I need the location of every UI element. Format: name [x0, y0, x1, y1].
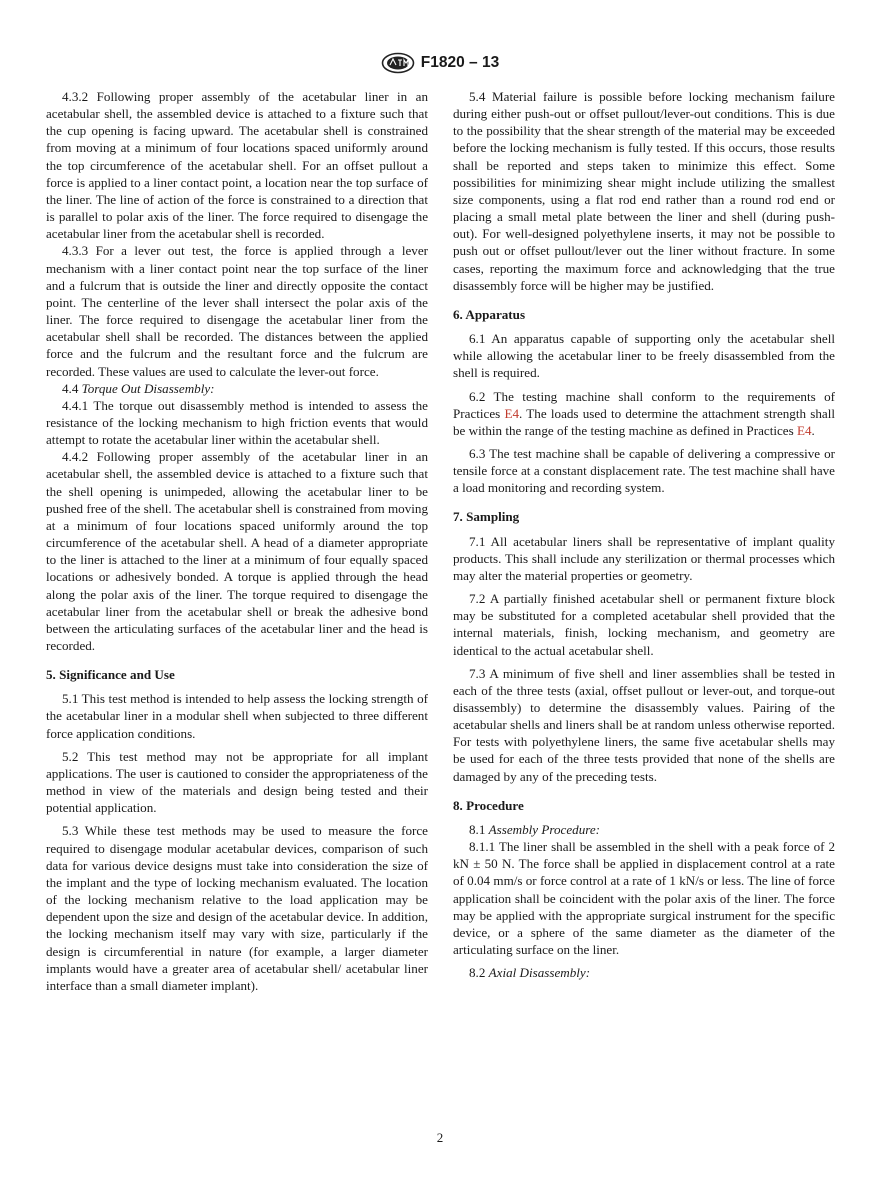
paragraph-text: . The loads used to determine the attachment strength shall be within the range of the testing machine as defined in Practices — [453, 405, 835, 438]
subsection-title: Torque Out Disassembly: — [81, 380, 215, 396]
section-heading-6: 6. Apparatus — [453, 306, 526, 322]
right-column — [453, 88, 835, 981]
left-column — [46, 88, 428, 994]
paragraph-number: 8.1 — [469, 821, 489, 837]
section-heading-5: 5. Significance and Use — [46, 667, 175, 683]
reference-link-e4[interactable]: E4 — [796, 422, 812, 438]
page-header — [0, 52, 880, 74]
paragraph-4-3-2: 4.3.2 Following proper assembly of the acetabular liner in an acetabular shell, the assembled device is attached to a fixture such that the cup opening is facing upward. The acetabular shell is constrained from moving at a minimum of four locations spaced uniformly around the top circumference of the acetabular shell. For an offset pullout a force is applied to a liner contact point, a location near the top surface of the liner. The line of action of the force is constrained to a direction that is parallel to polar axis of the liner. The force required to disengage the acetabular liner from the acetabular shell is recorded. — [46, 89, 428, 242]
section-heading-7: 7. Sampling — [453, 509, 520, 525]
paragraph-number: 8.2 — [469, 965, 489, 981]
section-heading-8: 8. Procedure — [453, 797, 524, 813]
paragraph-5-3: 5.3 While these test methods may be used to measure the force required to disengage modular acetabular devices, comparison of such data for various device designs must take into consideration the size of the implant and the type of locking mechanism evaluated. The location of the locking mechanism relative to the load application may be dependent upon the size and design of the acetabular device. In addition, the locking mechanism itself may vary with size, particularly if the design is circumferential in nature (for example, a larger diameter implants would have a greater area of acetabular shell/ acetabular liner interface than a small diameter implant). — [46, 823, 428, 993]
paragraph-4-4-2: 4.4.2 Following proper assembly of the acetabular liner in an acetabular shell, the assembled device is attached to a fixture such that the shell opening is unimpeded, allowing the acetabular liner to be pushed free of the shell. The acetabular shell is constrained from moving at a minimum of four locations spaced uniformly around the top circumference of the acetabular shell. A head of a diameter appropriate to the liner is attached to the liner at a minimum of four equally spaced locations or adhesively bonded. A torque is applied through the head along the polar axis of the liner. The torque required to disengage the acetabular liner from the acetabular shell or break the adhesive bond between the articulating surfaces of the acetabular liner and the head is recorded. — [46, 449, 428, 653]
astm-logo-icon — [381, 52, 415, 74]
page-number: 2 — [436, 1130, 444, 1145]
paragraph-number: 4.4 — [62, 380, 82, 396]
paragraph-text: . — [811, 422, 815, 438]
standard-designation: F1820 – 13 — [420, 54, 500, 71]
paragraph-8-1 — [453, 821, 835, 838]
paragraph-4-3-3: 4.3.3 For a lever out test, the force is applied through a lever mechanism with a liner contact point near the top surface of the liner and a fulcrum that is outside the liner and directly opposite the contact point. The centerline of the lever shall intersect the polar axis of the liner. The force required to disengage the acetabular liner from the acetabular shell shall be recorded. The distances between the applied force and the fulcrum and the resultant force and the fulcrum are recorded. These values are used to calculate the lever-out force. — [46, 243, 428, 379]
paragraph-4-4 — [46, 380, 428, 397]
paragraph-6-3: 6.3 The test machine shall be capable of delivering a compressive or tensile force at a constant displacement rate. The test machine shall have a load monitoring and recording system. — [453, 445, 835, 496]
paragraph-6-2 — [453, 388, 835, 439]
paragraph-5-4: 5.4 Material failure is possible before locking mechanism failure during either push-out or offset pullout/lever-out conditions. This is due to the possibility that the shear strength of the material may be exceeded before the locking mechanism is fully tested. If this occurs, those results shall be reported and steps taken to minimize this effect. Some possibilities for minimizing shear might include utilizing the smallest size components, using a flat rod end rather than a round rod end or placing a small metal plate between the liner and shell (during push-out). For well-designed polyethylene inserts, it may not be possible to push out or offset pullout/lever out the liner without fracture. In some cases, reporting the maximum force and acknowledging that the true disassembly force will be higher may be justified. — [453, 89, 835, 293]
paragraph-5-1: 5.1 This test method is intended to help assess the locking strength of the acetabular liner in a modular shell when subjected to three different force application conditions. — [46, 691, 428, 741]
paragraph-8-2 — [453, 964, 835, 981]
reference-link-e4[interactable]: E4 — [504, 405, 520, 421]
paragraph-7-2: 7.2 A partially finished acetabular shell or permanent fixture block may be substituted for a completed acetabular shell provided that the internal materials, finish, locking mechanism, and geometry are identical to the actual acetabular shell. — [453, 591, 835, 658]
subsection-title: Axial Disassembly: — [488, 965, 591, 981]
paragraph-8-1-1: 8.1.1 The liner shall be assembled in the shell with a peak force of 2 kN ± 50 N. The force shall be applied in displacement control at a rate of 0.04 mm/s or force control at a rate of 1 kN/s or less. The line of force application shall be coincident with the polar axis of the liner. The force may be applied with the appropriate surgical instrument for the specific device, or a sphere of the same diameter as the diameter of the articulating surface on the liner. — [453, 839, 835, 958]
paragraph-6-1: 6.1 An apparatus capable of supporting only the acetabular shell while allowing the acetabular liner to be freely disassembled from the shell is required. — [453, 331, 835, 381]
subsection-title: Assembly Procedure: — [488, 821, 601, 837]
paragraph-7-1: 7.1 All acetabular liners shall be representative of implant quality products. This shall include any sterilization or thermal processes which may alter the material properties or geometry. — [453, 533, 835, 583]
paragraph-7-3: 7.3 A minimum of five shell and liner assemblies shall be tested in each of the three tests (axial, offset pullout or lever-out, and torque-out disassembly) to determine the disassembly values. Pairing of the acetabular shells and liners shall be at random unless otherwise reported. For tests with polyethylene liners, the same five acetabular shells may be used for each of the three tests provided that none of the shells are damaged by any of the preceding tests. — [453, 665, 835, 784]
paragraph-5-2: 5.2 This test method may not be appropriate for all implant applications. The user is cautioned to consider the appropriateness of the method in view of the materials and design being tested and their potential application. — [46, 748, 428, 816]
paragraph-text: 6.2 The testing machine shall conform to the requirements of Practices — [453, 388, 835, 421]
paragraph-4-4-1: 4.4.1 The torque out disassembly method is intended to assess the resistance of the locking mechanism to high friction events that would attempt to rotate the acetabular liner within the acetabular shell. — [46, 397, 428, 448]
